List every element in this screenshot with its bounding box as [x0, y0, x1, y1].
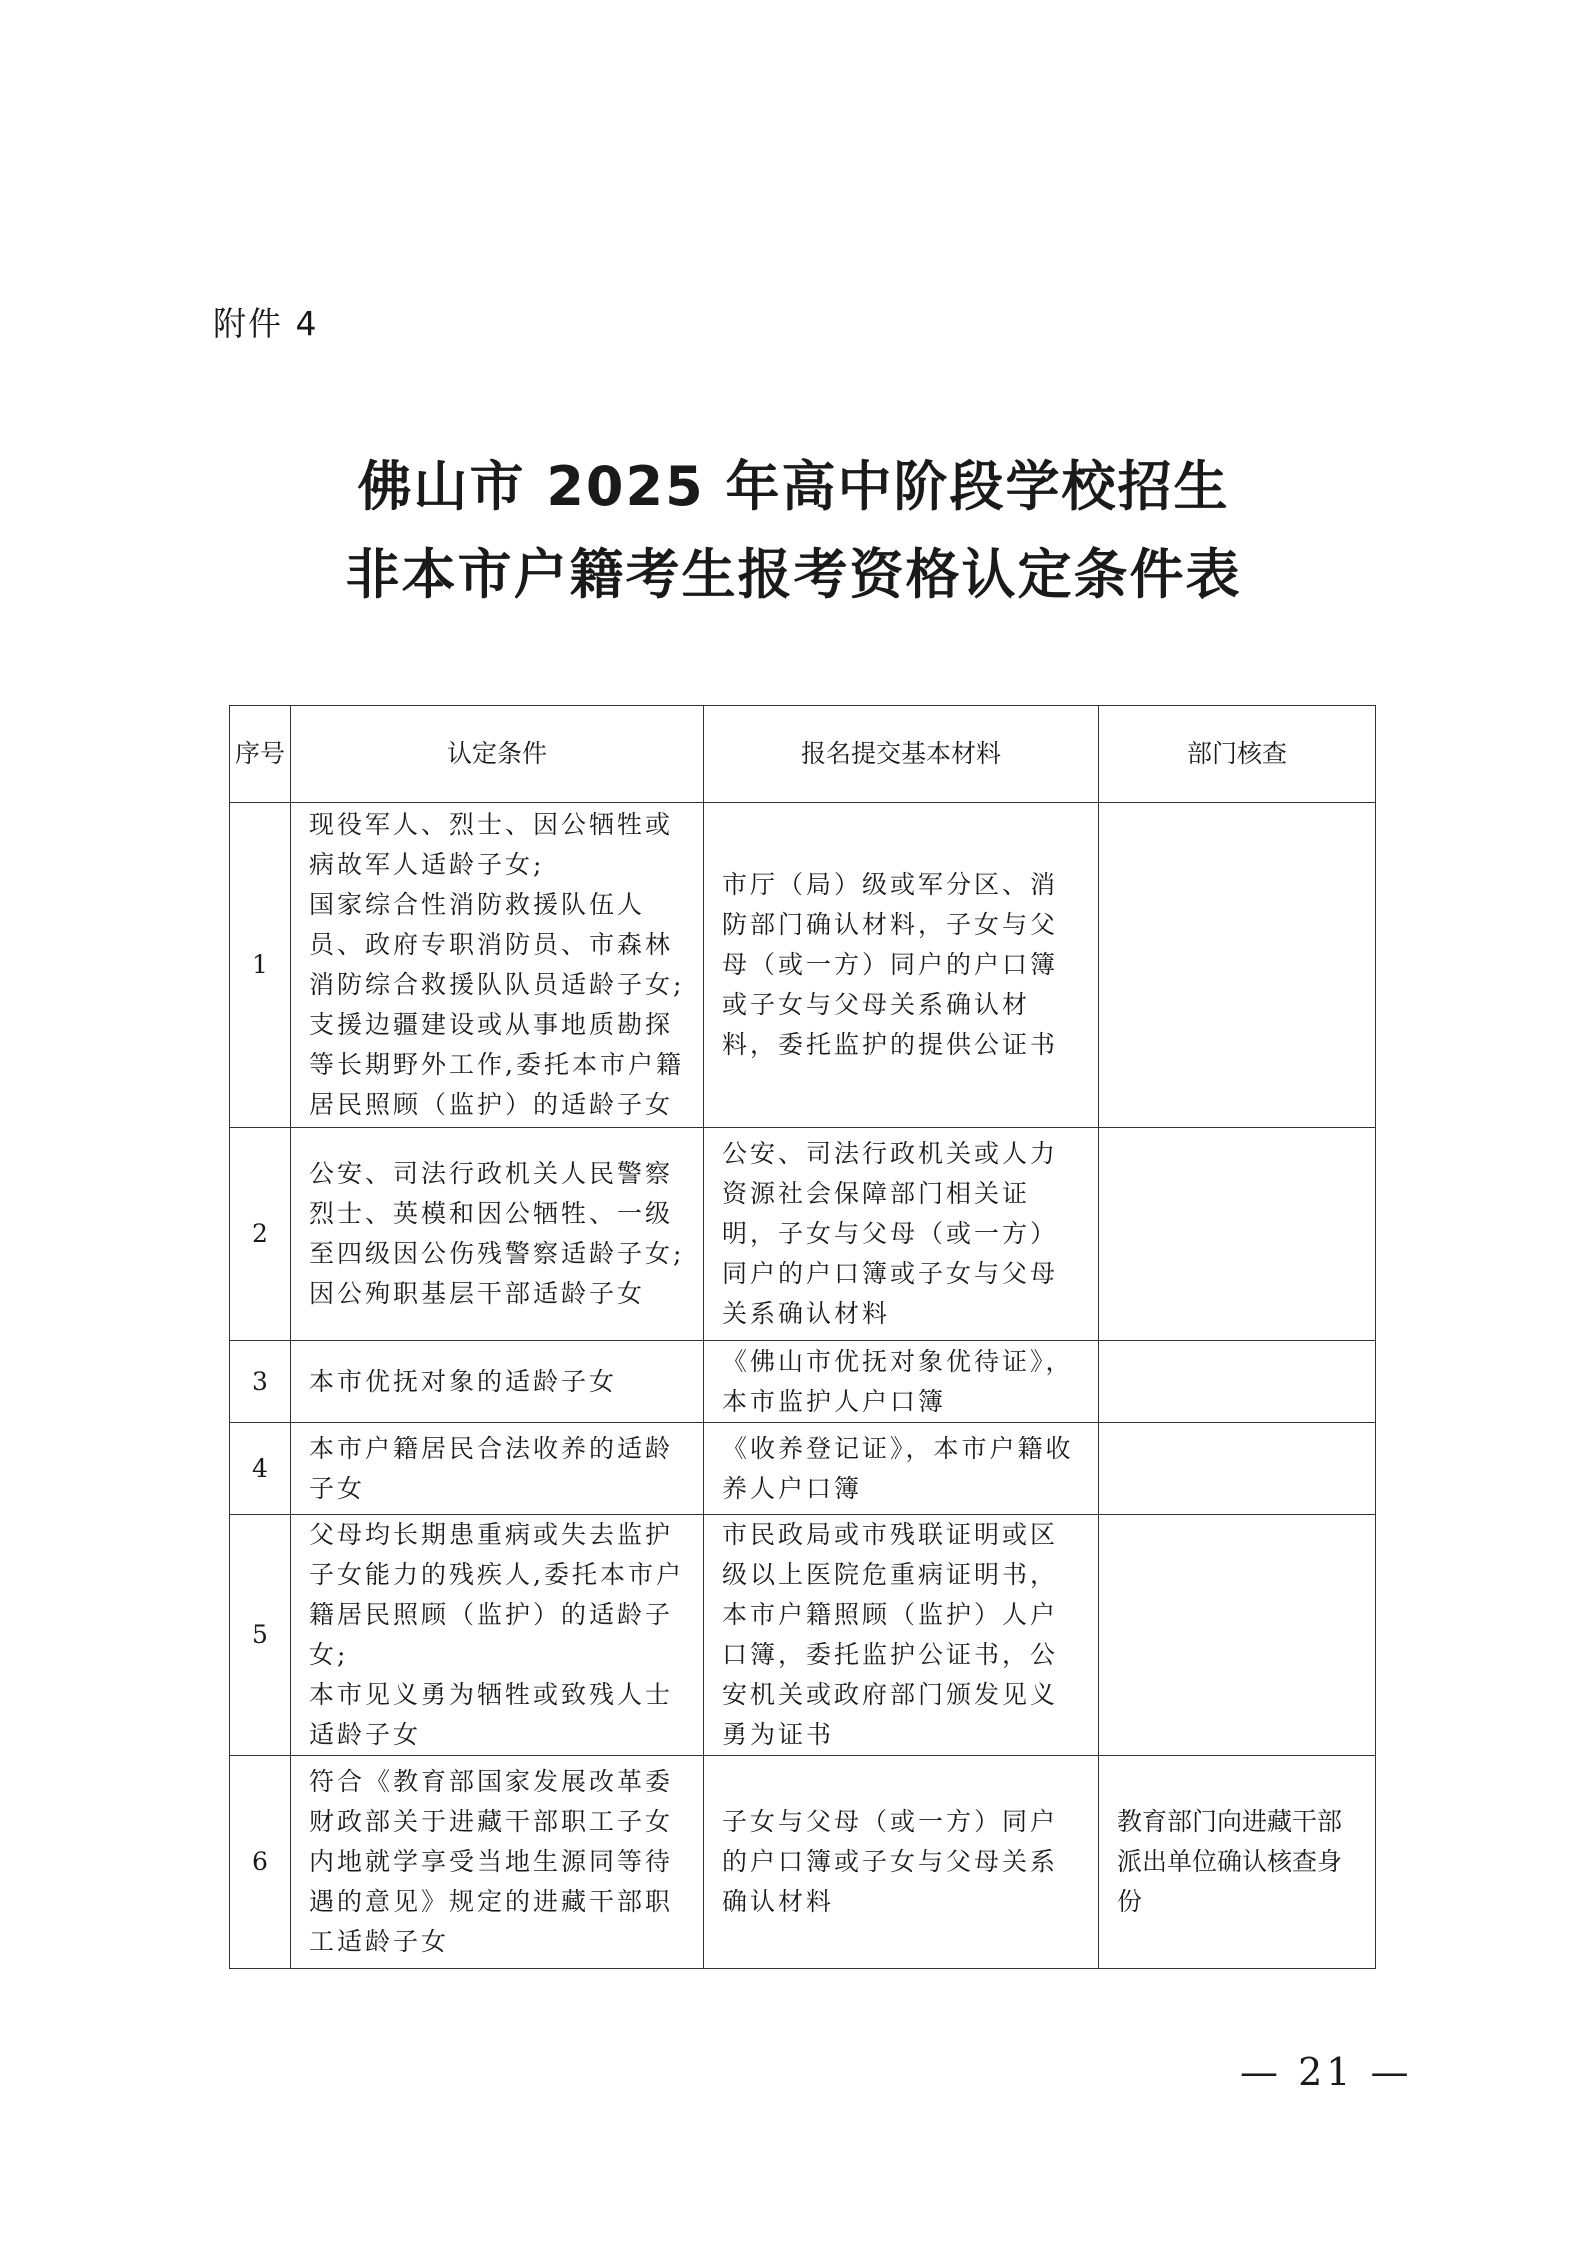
row-number: 6	[230, 1756, 291, 1969]
row-materials: 子女与父母（或一方）同户的户口簿或子女与父母关系确认材料	[704, 1756, 1099, 1969]
condition-item: 本市户籍居民合法收养的适龄子女	[309, 1433, 674, 1503]
row-materials: 《收养登记证》，本市户籍收养人户口簿	[704, 1423, 1099, 1515]
header-materials: 报名提交基本材料	[704, 706, 1099, 803]
table-row	[230, 1341, 1376, 1423]
condition-item: 本市见义勇为牺牲或致残人士适龄子女	[309, 1680, 674, 1749]
document-title	[0, 443, 1587, 619]
qualification-table	[229, 705, 1376, 1969]
condition-item: 国家综合性消防救援队伍人员、政府专职消防员、市森林消防综合救援队队员适龄子女;	[309, 890, 685, 999]
attachment-label: 附件 4	[213, 304, 319, 343]
table-header-row	[230, 706, 1376, 803]
title-line-2: 非本市户籍考生报考资格认定条件表	[345, 543, 1242, 606]
table-row	[230, 1756, 1376, 1969]
row-department-check	[1099, 1128, 1376, 1341]
row-department-check	[1099, 1341, 1376, 1423]
header-condition: 认定条件	[291, 706, 704, 803]
row-number: 4	[230, 1423, 291, 1515]
condition-item: 父母均长期患重病或失去监护子女能力的残疾人,委托本市户籍居民照顾（监护）的适龄子女;	[309, 1520, 684, 1669]
condition-item: 支援边疆建设或从事地质勘探等长期野外工作,委托本市户籍居民照顾（监护）的适龄子女	[309, 1010, 684, 1119]
row-number: 5	[230, 1515, 291, 1756]
header-serial-number: 序号	[230, 706, 291, 803]
table-row	[230, 1515, 1376, 1756]
row-materials: 市厅（局）级或军分区、消防部门确认材料，子女与父母（或一方）同户的户口簿或子女与父母关系确认材料，委托监护的提供公证书	[704, 803, 1099, 1128]
row-condition	[291, 1341, 704, 1423]
row-materials: 市民政局或市残联证明或区级以上医院危重病证明书，本市户籍照顾（监护）人户口簿，委托监护公证书，公安机关或政府部门颁发见义勇为证书	[704, 1515, 1099, 1756]
row-materials: 《佛山市优抚对象优待证》，本市监护人户口簿	[704, 1341, 1099, 1423]
table-row	[230, 803, 1376, 1128]
row-condition	[291, 1756, 704, 1969]
condition-item: 符合《教育部国家发展改革委财政部关于进藏干部职工子女内地就学享受当地生源同等待遇的意见》规定的进藏干部职工适龄子女	[309, 1767, 674, 1956]
title-line-1: 佛山市 2025 年高中阶段学校招生	[357, 455, 1230, 518]
row-department-check: 教育部门向进藏干部派出单位确认核查身份	[1099, 1756, 1376, 1969]
condition-item: 本市优抚对象的适龄子女	[309, 1366, 618, 1396]
row-department-check	[1099, 1423, 1376, 1515]
row-condition	[291, 1423, 704, 1515]
table-row	[230, 1128, 1376, 1341]
row-number: 3	[230, 1341, 291, 1423]
row-materials: 公安、司法行政机关或人力资源社会保障部门相关证明，子女与父母（或一方）同户的户口簿或子女与父母关系确认材料	[704, 1128, 1099, 1341]
row-department-check	[1099, 803, 1376, 1128]
condition-item: 因公殉职基层干部适龄子女	[309, 1279, 646, 1308]
row-number: 2	[230, 1128, 291, 1341]
header-department-check: 部门核查	[1099, 706, 1376, 803]
condition-item: 现役军人、烈士、因公牺牲或病故军人适龄子女;	[309, 810, 674, 879]
row-number: 1	[230, 803, 291, 1128]
condition-item: 公安、司法行政机关人民警察烈士、英模和因公牺牲、一级至四级因公伤残警察适龄子女;	[309, 1159, 685, 1268]
row-condition	[291, 1515, 704, 1756]
table-row	[230, 1423, 1376, 1515]
row-condition	[291, 1128, 704, 1341]
row-condition	[291, 803, 704, 1128]
row-department-check	[1099, 1515, 1376, 1756]
page-number: — 21 —	[1240, 2050, 1413, 2094]
